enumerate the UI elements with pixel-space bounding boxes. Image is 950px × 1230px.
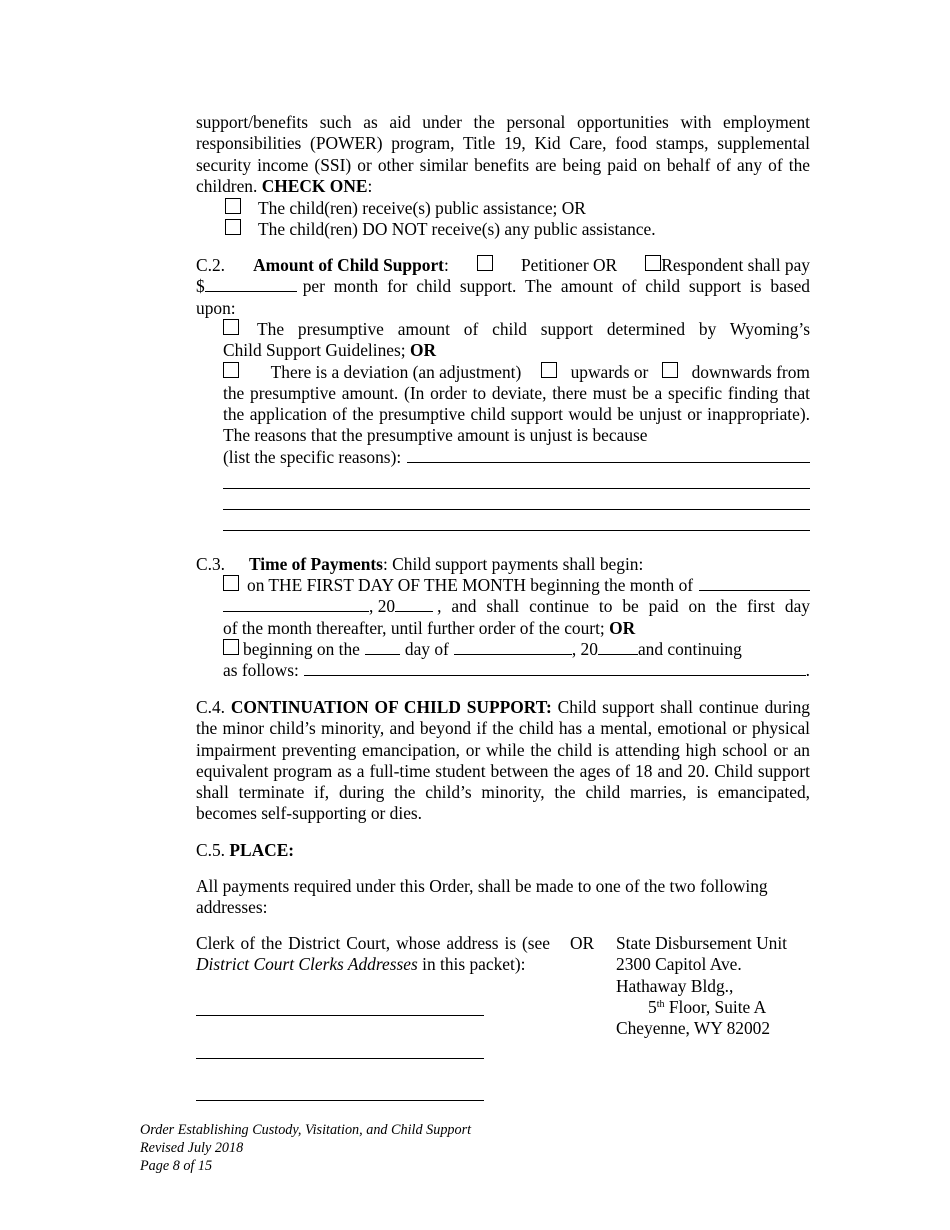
start-month-field[interactable]	[699, 575, 810, 591]
deviation-explanation: the presumptive amount. (In order to deviate, there must be a specific finding that the application of the presumptive child support would be unjust or inappropriate). The reasons that the presumptive amount is unjust is because	[223, 382, 810, 446]
support-amount-field[interactable]	[205, 276, 297, 292]
clerk-addresses-reference: District Court Clerks Addresses	[196, 954, 418, 975]
public-assistance-paragraph: support/benefits such as aid under the personal opportunities with employment responsibilities (POWER) program, Title 19, Kid Care, food stamps, supplemental security income (SSI) or other similar benefits are being paid on behalf of any of the children. CHECK ONE:	[196, 112, 810, 196]
state-disbursement-address: State Disbursement Unit 2300 Capitol Ave. Hathaway Bldg., 5th Floor, Suite A Cheyenne, WY 82002	[616, 933, 787, 1039]
footer-page-number: Page 8 of 15	[140, 1158, 213, 1174]
clerk-address-line-3[interactable]	[196, 1100, 484, 1101]
check-one-label: CHECK ONE	[261, 175, 368, 196]
upwards-checkbox[interactable]	[541, 362, 557, 378]
c4-text: Child support shall continue during the minor child’s minority, and beyond if the child has a mental, emotional or physical impairment preventing emancipation, or while the child is attending high school or an equivalent program as a full-time student between the ages of 18 and 20. Child support shall terminate if, during the child’s minority, the child marries, is emancipated, becomes self-supporting or dies.	[196, 697, 810, 824]
start-year-field[interactable]	[395, 596, 433, 612]
c4-number: C.4.	[196, 697, 225, 717]
clerk-address-line-2[interactable]	[196, 1058, 484, 1059]
section-c2: C.2. Amount of Child Support: Petitioner OR Respondent shall pay $ per month for child support. The amount of child support is based upon:	[196, 255, 810, 318]
reasons-line-3[interactable]	[223, 509, 810, 510]
continuing-as-follows-field[interactable]	[304, 660, 806, 676]
receives-assistance-label: The child(ren) receive(s) public assistance; OR	[258, 198, 586, 218]
deviation-checkbox[interactable]	[223, 362, 239, 378]
c5-instructions: All payments required under this Order, shall be made to one of the two following addresses:	[196, 876, 768, 918]
deviation-label: There is a deviation (an adjustment)	[270, 361, 522, 382]
c2-title: Amount of Child Support	[253, 255, 444, 275]
begin-month-field[interactable]	[454, 639, 572, 655]
c2-number: C.2.	[196, 255, 225, 275]
per-month-text: per month for child support. The amount of child support is based	[302, 276, 810, 297]
section-c3: C.3. Time of Payments : Child support payments shall begin:	[196, 554, 644, 574]
presumptive-amount-label: The presumptive amount of child support determined by Wyoming’s	[257, 319, 810, 339]
c4-title: CONTINUATION OF CHILD SUPPORT:	[230, 697, 552, 717]
begin-day-field[interactable]	[365, 639, 400, 655]
footer-revision: Revised July 2018	[140, 1140, 244, 1156]
reasons-line-2[interactable]	[223, 488, 810, 489]
upon-label: upon:	[196, 297, 236, 318]
footer-title: Order Establishing Custody, Visitation, and Child Support	[140, 1122, 472, 1138]
receives-assistance-checkbox[interactable]	[225, 198, 241, 214]
reasons-field[interactable]	[407, 447, 810, 463]
specific-date-checkbox[interactable]	[223, 639, 239, 655]
clerk-address-text: Clerk of the District Court, whose address is (see District Court Clerks Addresses in this packet):	[196, 933, 550, 975]
begin-year-field[interactable]	[598, 639, 638, 655]
reasons-label: (list the specific reasons):	[223, 446, 402, 467]
presumptive-amount-checkbox[interactable]	[223, 319, 239, 335]
c3-number: C.3.	[196, 554, 225, 574]
intro-text: support/benefits such as aid under the personal opportunities with employment responsibilities (POWER) program, Title 19, Kid Care, food stamps, supplemental security income (SSI) or other similar benefits are being paid on behalf of any of the children.	[196, 112, 810, 196]
petitioner-or-label: Petitioner OR	[521, 255, 618, 275]
c2-options: The presumptive amount of child support determined by Wyoming’s Child Support Guidelines; OR There is a deviation (an adjustment) upwards or downwards from the presumptive amount. (In order to deviate, there must be a specific finding that the application of the presumptive child support would be unjust or inappropriate). The reasons that the presumptive amount is unjust is because (list the specific reasons):	[223, 319, 810, 467]
c3-options: on THE FIRST DAY OF THE MONTH beginning the month of , 20 , and shall continue to be paid on the first day of the month thereafter, until further order of the court; OR beginning on the day of , 20 and continuing as follows: .	[223, 575, 810, 681]
address-or: OR	[570, 933, 595, 953]
public-assistance-options	[225, 198, 810, 241]
start-month-field-cont[interactable]	[223, 596, 369, 612]
petitioner-pays-checkbox[interactable]	[477, 255, 493, 271]
first-day-checkbox[interactable]	[223, 575, 239, 591]
no-assistance-checkbox[interactable]	[225, 219, 241, 235]
section-c4	[196, 697, 810, 825]
downwards-checkbox[interactable]	[662, 362, 678, 378]
c5-number: C.5.	[196, 840, 225, 860]
downwards-label: downwards from	[691, 361, 810, 382]
respondent-pay-label: Respondent shall pay	[661, 255, 810, 275]
first-day-label: on THE FIRST DAY OF THE MONTH beginning the month of	[247, 575, 694, 595]
page-footer	[140, 1121, 471, 1175]
upwards-label: upwards or	[570, 361, 649, 382]
section-c5	[196, 840, 810, 861]
clerk-address-line-1[interactable]	[196, 1015, 484, 1016]
reasons-line-4[interactable]	[223, 530, 810, 531]
c3-title: Time of Payments	[249, 554, 383, 574]
respondent-pays-checkbox[interactable]	[645, 255, 661, 271]
no-assistance-label: The child(ren) DO NOT receive(s) any public assistance.	[258, 219, 656, 240]
c5-title: PLACE:	[229, 840, 295, 860]
